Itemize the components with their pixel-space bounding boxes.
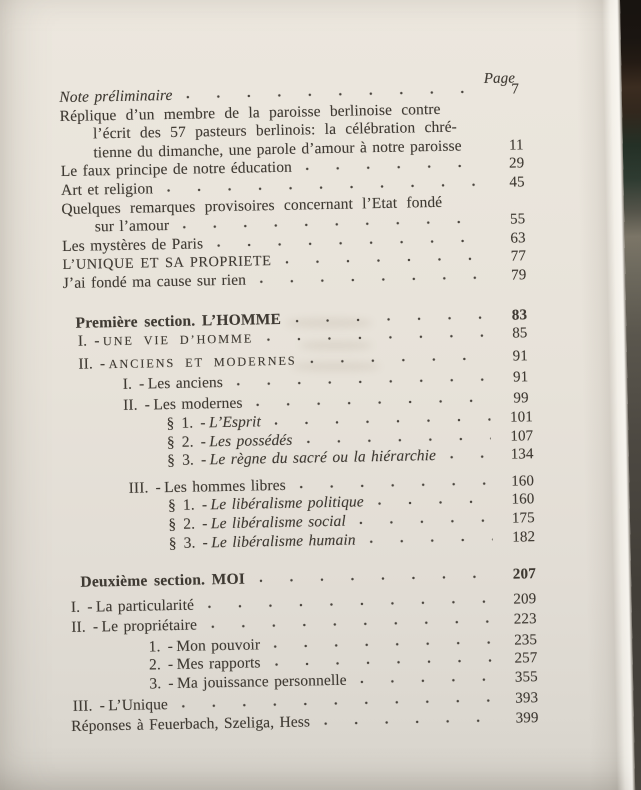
leader-dots [470, 125, 529, 131]
page-number: 63 [510, 230, 526, 247]
entry-prefix: I. - [70, 598, 93, 617]
entry-prefix: II. - [71, 618, 99, 637]
leader-dots [305, 163, 486, 171]
entry-label: tienne du dimanche, une parole d’amour à notre paroisse [93, 137, 462, 162]
entry-label: Le libéralisme social [210, 512, 346, 533]
page-number: 99 [513, 390, 529, 407]
entry-label: J’ai fondé ma cause sur rien [62, 271, 247, 292]
entry-label: Première section. L’HOMME [75, 310, 282, 332]
page-number: 29 [508, 155, 525, 172]
page-number: 399 [515, 710, 539, 727]
entry-prefix: § 3. - [168, 533, 209, 552]
leader-dots [323, 718, 496, 726]
leader-dots [475, 145, 486, 150]
entry-label: L’Esprit [208, 413, 262, 432]
page-number: 223 [513, 611, 537, 629]
page-number: 11 [508, 137, 524, 154]
entry-label: Art et religion [60, 180, 154, 200]
entry-label: Les possédés [209, 431, 293, 450]
entry-prefix: § 2. - [168, 515, 208, 534]
entry-prefix: § 2. - [166, 432, 207, 451]
entry-prefix: § 3. - [167, 451, 207, 470]
entry-label: La particularité [95, 596, 195, 616]
entry-prefix: III. - [128, 478, 161, 497]
entry-label: Le libéralisme humain [211, 531, 356, 551]
page-number: 160 [511, 491, 535, 508]
leader-dots [377, 499, 492, 506]
entry-label: Les hommes libres [164, 476, 286, 496]
entry-label: Ma jouissance personnelle [176, 671, 347, 692]
leader-dots [299, 481, 492, 490]
entry-prefix: II. - [78, 354, 106, 373]
entry-prefix: 1. - [148, 637, 174, 655]
page-number: 175 [511, 510, 535, 527]
leader-dots [369, 537, 493, 544]
leader-dots [285, 256, 488, 265]
entry-prefix: I. - [122, 375, 145, 394]
page-number: 107 [510, 427, 534, 445]
entry-label: Quelques remarques provisoires concernant l’Etat fondé [61, 193, 443, 218]
entry-label: Note préliminaire [59, 86, 173, 107]
entry-label: Les mystères de Paris [61, 235, 204, 255]
leader-dots [274, 658, 496, 667]
page-number: 101 [509, 409, 534, 426]
page-column-header: Page [483, 70, 516, 88]
entry-prefix: § 1. - [167, 496, 208, 515]
entry-label: Le propriétaire [101, 616, 198, 636]
leader-dots [236, 377, 490, 387]
page-number: 182 [512, 528, 536, 546]
entry-label: Le libéralisme politique [210, 493, 364, 514]
page-number: 209 [513, 591, 537, 608]
entry-label: Le faux principe de notre éducation [60, 159, 293, 181]
entry-prefix: 2. - [148, 656, 174, 674]
leader-dots [359, 518, 493, 526]
leader-dots [449, 454, 491, 460]
entry-label: Réponses à Feuerbach, Szeliga, Hess [71, 713, 311, 736]
page-number: 45 [509, 174, 525, 191]
entry-label: Réplique d’un membre de la paroisse berlinoise contre [59, 100, 441, 125]
leader-dots [182, 219, 487, 230]
page-number: 91 [512, 347, 529, 365]
entry-label: l’écrit des 57 pasteurs berlinois: la célébration chré- [92, 118, 458, 143]
page-number: 79 [511, 267, 527, 284]
leader-dots [216, 238, 487, 248]
page-number: 85 [512, 325, 528, 342]
page-number: 235 [514, 631, 538, 649]
entry-prefix: III. - [72, 697, 106, 716]
entry-prefix: 3. - [149, 674, 174, 693]
toc-row [68, 565, 546, 593]
leader-dots [454, 107, 529, 113]
entry-prefix: II. - [122, 396, 151, 414]
leader-dots [207, 599, 494, 609]
entry-label: L’Unique [108, 696, 169, 715]
page-number: 134 [510, 446, 534, 463]
entry-label: Les anciens [147, 374, 224, 393]
leader-dots [305, 436, 490, 444]
leader-dots [210, 619, 494, 629]
leader-dots [266, 333, 489, 342]
entry-label: L’UNIQUE ET SA PROPRIETE [62, 253, 272, 274]
leader-dots [294, 315, 489, 324]
entry-label: Les modernes [153, 394, 243, 414]
leader-dots [185, 89, 484, 100]
table-of-contents [59, 49, 550, 737]
page-number: 55 [509, 211, 526, 228]
page-number: 83 [511, 306, 528, 324]
page-number: 91 [512, 369, 529, 386]
entry-prefix: I. - [77, 332, 100, 350]
entry-label: Le règne du sacré ou la hiérarchie [209, 447, 437, 469]
entry-label: ANCIENS ET MODERNES [108, 353, 297, 371]
leader-dots [274, 417, 491, 426]
page-number: 77 [510, 248, 527, 265]
page-number: 207 [512, 565, 537, 583]
entry-prefix: § 1. - [166, 414, 206, 433]
toc-rows [59, 49, 550, 737]
page-number: 160 [511, 472, 535, 490]
leader-dots [258, 574, 493, 583]
entry-label: Mon pouvoir [176, 635, 261, 655]
entry-label: Deuxième section. MOI [80, 570, 246, 591]
page-number: 7 [511, 81, 520, 98]
leader-dots [310, 356, 490, 364]
leader-dots [455, 200, 530, 206]
page-number: 257 [514, 650, 538, 667]
page-number: 393 [515, 690, 539, 707]
entry-label: sur l’amour [94, 217, 170, 236]
entry-label: UNE VIE D’HOMME [102, 331, 254, 349]
leader-dots [166, 182, 486, 193]
leader-dots [181, 698, 496, 709]
leader-dots [360, 677, 496, 685]
leader-dots [273, 639, 495, 648]
leader-dots [255, 398, 490, 407]
page-number: 355 [514, 668, 538, 686]
entry-label: Mes rapports [176, 654, 261, 674]
leader-dots [259, 275, 488, 284]
